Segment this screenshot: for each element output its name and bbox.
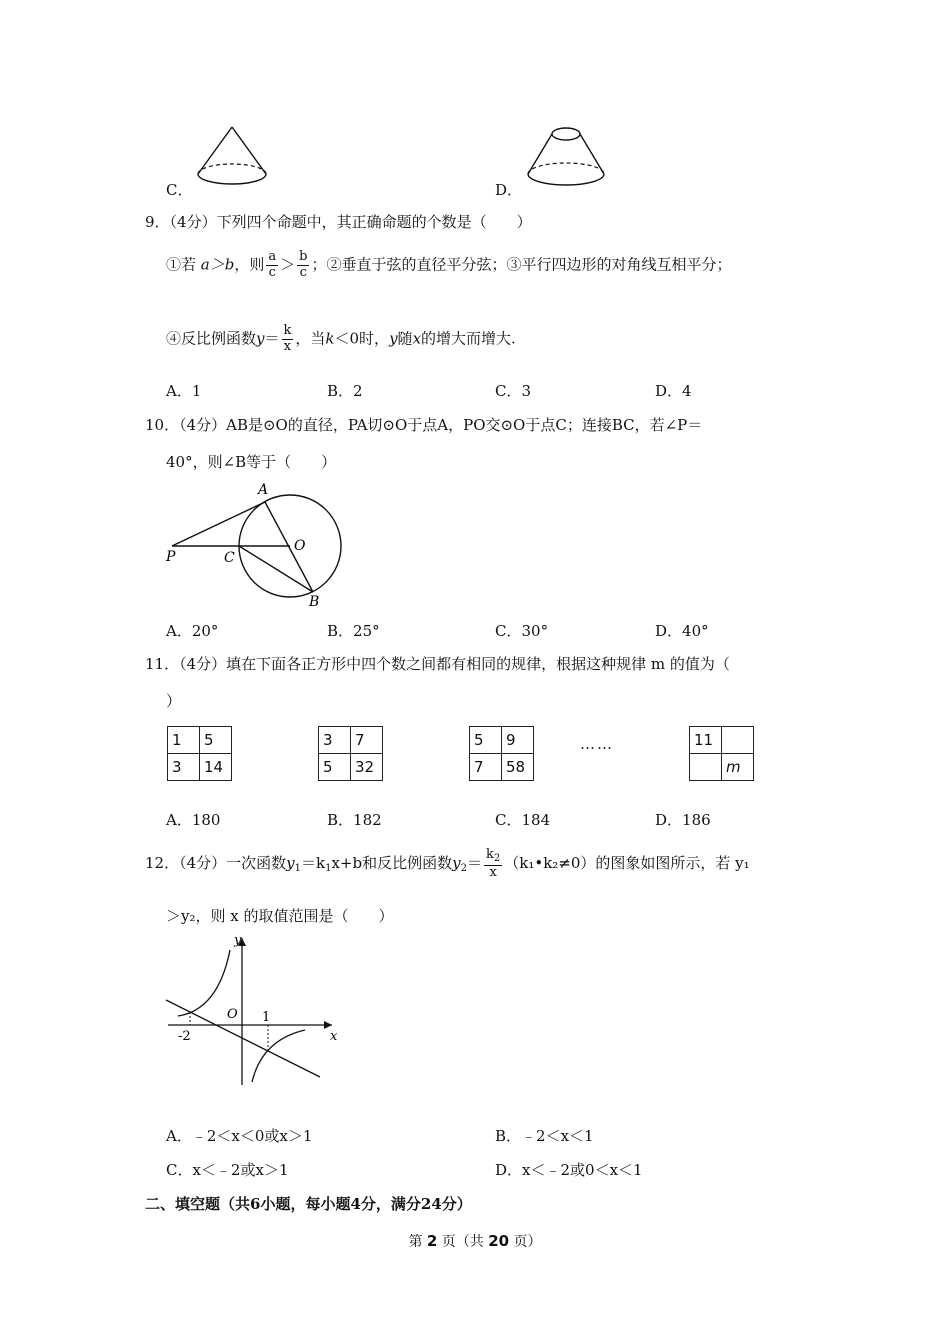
q11-option-a: A．180 <box>166 811 221 829</box>
q10-stem-line2: 40°，则∠B等于（ ） <box>166 453 337 471</box>
label-c: C <box>224 550 235 566</box>
q12-option-b: B．﹣2＜x＜1 <box>495 1127 594 1145</box>
label-one: 1 <box>262 1010 271 1025</box>
q8-option-c: C． <box>166 181 193 199</box>
label-origin: O <box>227 1007 238 1022</box>
q9-proposition-line2: ④反比例函数y＝ $\frac{k}{x}$ ，当k＜0时，y随x的增大而增大. <box>166 323 516 354</box>
tangent-pa <box>172 502 265 546</box>
current-page: 2 <box>426 1232 438 1250</box>
ellipsis: …… <box>580 735 614 753</box>
label-a: A <box>258 482 269 498</box>
q12-stem-line1: 12．（4分）一次函数$y_1=k_1x+b$和反比例函数$y_2=$ $\frac{k_2}{x}$ （k₁•k₂≠0）的图象如图所示，若 y₁ <box>145 847 750 880</box>
number-square-2: 3 7 5 32 <box>318 726 383 781</box>
q12-option-c: C．x＜﹣2或x＞1 <box>166 1161 289 1179</box>
fraction-k2-over-x: $\frac{k_2}{x}$ <box>485 847 501 880</box>
function-graph-figure <box>160 930 350 1090</box>
q11-stem-line2: ） <box>166 692 182 710</box>
q9-option-c: C．3 <box>495 382 532 400</box>
q9-stem: 9．（4分）下列四个命题中，其正确命题的个数是（ ） <box>145 213 532 231</box>
diameter-ab <box>265 502 313 592</box>
label-neg-two: -2 <box>178 1029 191 1044</box>
q12-stem-line2: ＞y₂，则 x 的取值范围是（ ） <box>166 907 394 925</box>
cone-figure-c <box>190 122 280 192</box>
q10-option-d: D．40° <box>655 622 709 640</box>
q8-option-d: D． <box>495 181 523 199</box>
q9-option-a: A．1 <box>166 382 202 400</box>
hyperbola-branch-left <box>178 950 230 1016</box>
q10-option-c: C．30° <box>495 622 549 640</box>
fraction-k-over-x: $\frac{k}{x}$ <box>283 323 292 354</box>
q12-option-a: A．﹣2＜x＜0或x＞1 <box>166 1127 313 1145</box>
q10-option-a: A．20° <box>166 622 219 640</box>
number-square-4: 11 m <box>689 726 754 781</box>
fraction-a-over-c: $\frac{a}{c}$ <box>268 249 277 280</box>
q11-option-b: B．182 <box>327 811 382 829</box>
page-footer: 第 2 页（共 20 页） <box>408 1232 542 1250</box>
label-y-axis: y <box>234 933 242 948</box>
q9-option-b: B．2 <box>327 382 363 400</box>
fraction-b-over-c: $\frac{b}{c}$ <box>299 249 308 280</box>
q10-option-b: B．25° <box>327 622 380 640</box>
circle-tangent-figure <box>160 478 360 613</box>
q11-option-c: C．184 <box>495 811 551 829</box>
label-o: O <box>294 538 306 554</box>
number-square-3: 5 9 7 58 <box>469 726 534 781</box>
label-b: B <box>309 594 320 610</box>
q9-proposition-line1: ①若 a＞b，则 $\frac{a}{c}$ ＞ $\frac{b}{c}$ ；②垂直于弦的直径平分弦；③平行四边形的对角线互相平分； <box>166 249 732 280</box>
total-pages: 20 <box>488 1232 510 1250</box>
q11-option-d: D．186 <box>655 811 711 829</box>
q11-stem-line1: 11．（4分）填在下面各正方形中四个数之间都有相同的规律，根据这种规律 m 的值为（ <box>145 655 730 673</box>
number-square-1: 1 5 3 14 <box>167 726 232 781</box>
q12-option-d: D．x＜﹣2或0＜x＜1 <box>495 1161 643 1179</box>
q10-stem-line1: 10．（4分）AB是⊙O的直径，PA切⊙O于点A，PO交⊙O于点C；连接BC，若∠P＝ <box>145 416 703 434</box>
label-x-axis: x <box>330 1029 338 1044</box>
q9-option-d: D．4 <box>655 382 692 400</box>
label-p: P <box>166 549 176 565</box>
section-2-heading: 二、填空题（共6小题，每小题4分，满分24分） <box>145 1195 472 1213</box>
frustum-figure-d <box>520 122 615 192</box>
